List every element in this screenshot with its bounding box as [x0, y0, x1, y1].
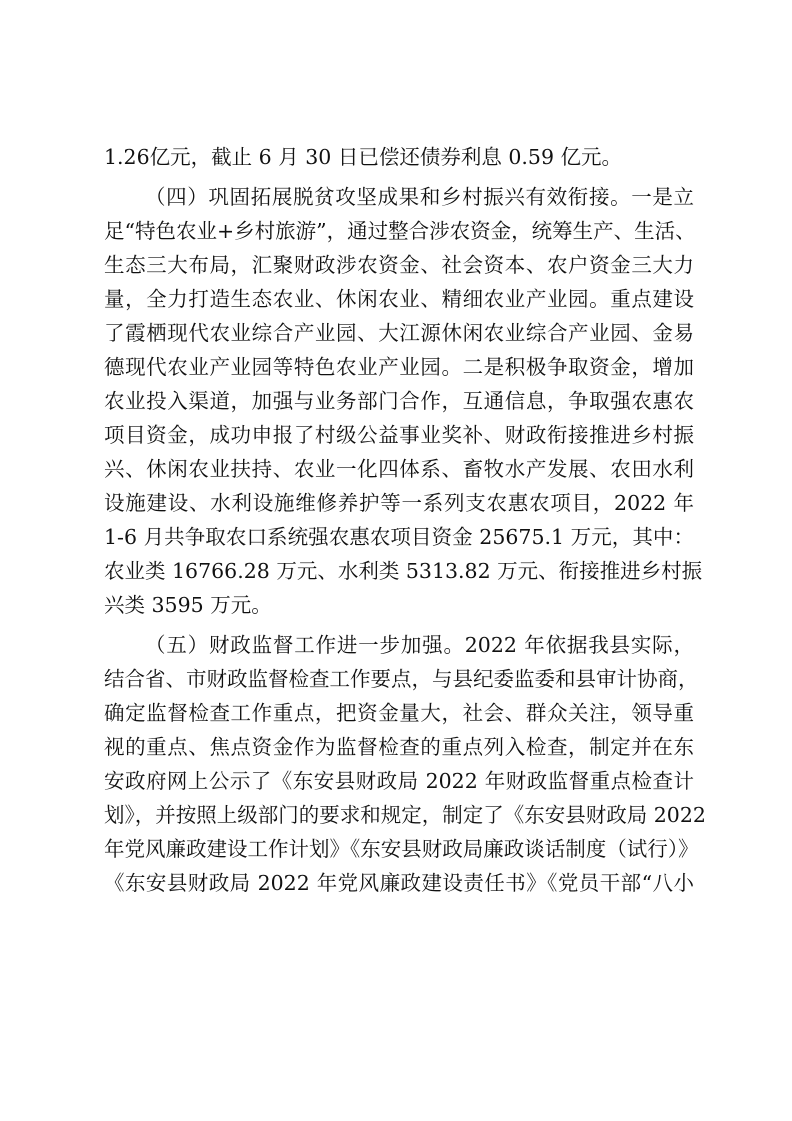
text-line: 量，全力打造生态农业、休闲农业、精细农业产业园。重点建设 [104, 287, 694, 311]
text-line: 结合省、市财政监督检查工作要点，与县纪委监委和县审计协商， [104, 667, 699, 691]
text-line: 农业投入渠道，加强与业务部门合作，互通信息，争取强农惠农 [104, 389, 694, 413]
paragraph-fiscal-supervision [104, 628, 706, 900]
text-line: 德现代农业产业园等特色农业产业园。二是积极争取资金，增加 [104, 355, 694, 379]
text-line: 设施建设、水利设施维修养护等一系列支农惠农项目，2022 年 [104, 491, 694, 515]
body-text [104, 140, 706, 900]
text-line: 生态三大布局，汇聚财政涉农资金、社会资本、农户资金三大力 [104, 253, 694, 277]
text-line: 项目资金，成功申报了村级公益事业奖补、财政衔接推进乡村振 [104, 423, 694, 447]
text-line: 了霞栖现代农业综合产业园、大江源休闲农业综合产业园、金易 [104, 321, 694, 345]
text-line: 安政府网上公示了《东安县财政局 2022 年财政监督重点检查计 [104, 769, 694, 793]
text-line: 1-6 月共争取农口系统强农惠农项目资金 25675.1 万元，其中： [104, 525, 694, 549]
text-line: 足“特色农业+乡村旅游”，通过整合涉农资金，统筹生产、生活、 [104, 219, 696, 243]
text-line: （五）财政监督工作进一步加强。2022 年依据我县实际， [145, 633, 694, 657]
text-line: 确定监督检查工作重点，把资金量大，社会、群众关注，领导重 [104, 701, 694, 725]
text-line: 兴类 3595 万元。 [104, 593, 272, 617]
text-line: 《东安县财政局 2022 年党风廉政建设责任书》《党员干部“八小 [104, 871, 694, 895]
text-line: 1.26亿元，截止 6 月 30 日已偿还债券利息 0.59 亿元。 [104, 145, 623, 169]
text-line: 农业类 16766.28 万元、水利类 5313.82 万元、衔接推进乡村振 [104, 559, 703, 583]
paragraph-rural-revitalization [104, 180, 703, 622]
paragraph-debt-interest [104, 140, 694, 174]
text-line: 划》，并按照上级部门的要求和规定，制定了《东安县财政局 2022 [104, 803, 706, 827]
text-line: 兴、休闲农业扶持、农业一化四体系、畜牧水产发展、农田水利 [104, 457, 694, 481]
text-line: 年党风廉政建设工作计划》《东安县财政局廉政谈话制度（试行）》 [104, 837, 699, 861]
text-line: （四）巩固拓展脱贫攻坚成果和乡村振兴有效衔接。一是立 [145, 185, 694, 209]
text-line: 视的重点、焦点资金作为监督检查的重点列入检查，制定并在东 [104, 735, 694, 759]
